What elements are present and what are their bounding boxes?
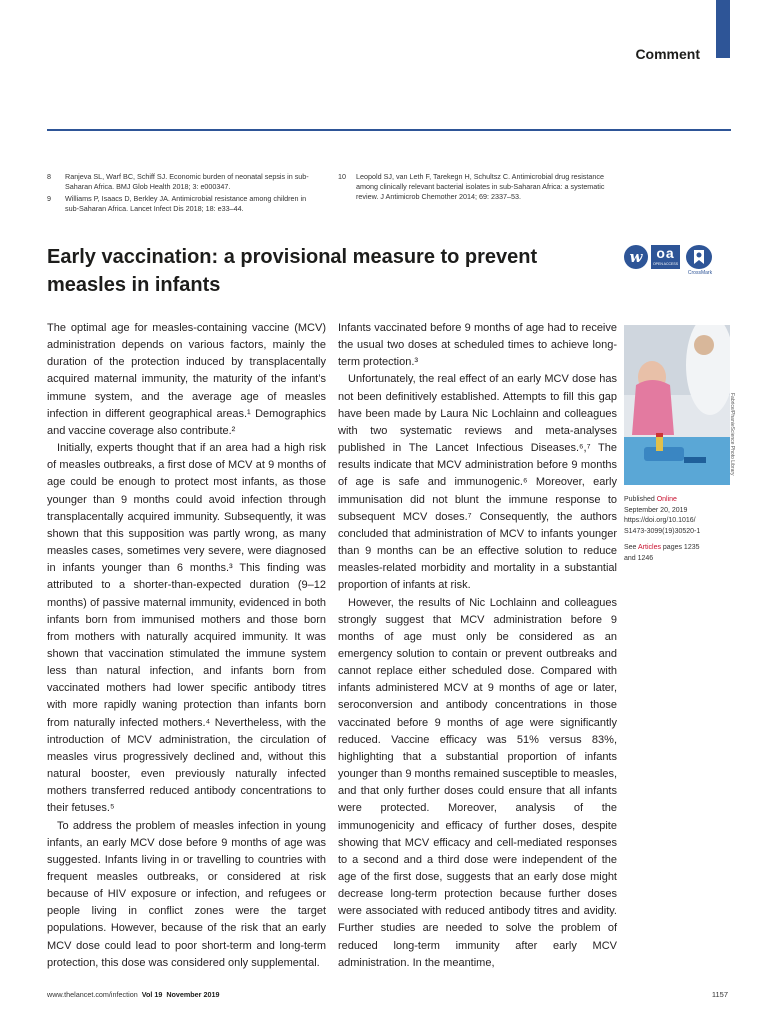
reference-item <box>47 172 322 192</box>
section-label: Comment <box>635 46 700 62</box>
footer-citation <box>47 990 219 999</box>
crossmark-label: CrossMark <box>687 270 713 276</box>
article-title: Early vaccination: a provisional measure to prevent measles in infants <box>47 246 538 296</box>
reference-text: Williams P, Isaacs D, Berkley JA. Antimicrobial resistance among children in sub-Saharan Africa. Lancet Infect Dis 2018; 18: e33–44. <box>65 194 307 214</box>
issue-date: November 2019 <box>166 990 220 999</box>
lancet-w-icon: w <box>624 245 648 269</box>
open-access-mark: oa <box>656 245 675 261</box>
body-paragraph: Unfortunately, the real effect of an early MCV dose has not been definitively established. Attempts to fill this gap have been made by Laura Nic Lochlainn and colleagues with two systematic reviews and meta-analyses published in The Lancet Infectious Diseases.⁶,⁷ The results indicate that MCV administration before 9 months of age is safe and immunogenic.⁶ Moreover, early immunisation did not blunt the immune response to subsequent MCV doses.⁷ Consequently, the authors concluded that administration of MCV to infants younger than 9 months can be an effective solution to reduce measles-related morbidity and mortality in a substantial proportion of infants at risk. <box>338 373 617 592</box>
published-online-link[interactable]: Online <box>656 496 677 503</box>
reference-number: 10 <box>338 172 346 181</box>
reference-item <box>338 172 620 203</box>
publication-info <box>624 495 734 537</box>
doi-line[interactable]: https://doi.org/10.1016/ <box>624 517 696 524</box>
body-paragraph: However, the results of Nic Lochlainn and colleagues strongly suggest that MCV administration before 9 months of age must only be considered as an emergency solution to contain or prevent outbreaks and cannot replace either scheduled dose. Compared with infants administered MCV at 9 months of age or later, seroconversion and antibody concentrations in those vaccinated before 9 months of age were significantly reduced. Vaccine efficacy was 51% versus 83%, highlighting that a substantial proportion of infants younger than 9 months remained susceptible to measles, and that only further doses could ensure that all infants were protected. Moreover, analysis of the immunogenicity and efficacy of further doses, despite showing that MCV efficacy and cell-mediated responses to a second and a third dose were independent of the age of the first dose, suggests that an early dose might decrease long-term protection because further doses were associated with reduced antibody titres and avidity. Further studies are needed to solve the problem of reduced long-term immunity after early MCV administration. In the meantime, <box>338 596 617 969</box>
crossmark-icon[interactable] <box>686 245 712 269</box>
page-number: 1157 <box>711 990 728 999</box>
reference-item <box>47 194 322 214</box>
header-accent-tab <box>716 0 730 58</box>
body-paragraph: The optimal age for measles-containing vaccine (MCV) administration depends on various factors, mainly the duration of the protection induced by transplacentally acquired maternal immunity, the maturity of the infant’s immune system, and the average age of measles infection in different geographical areas.¹ Demographics and vaccine coverage also contribute.² <box>47 322 326 437</box>
header-rule <box>47 129 731 131</box>
doi-line[interactable]: S1473-3099(19)30520-1 <box>624 527 701 535</box>
journal-url[interactable]: www.thelancet.com/infection <box>47 990 138 999</box>
see-also <box>624 543 734 564</box>
body-column-right <box>338 320 617 972</box>
see-also-pages: and 1246 <box>624 554 654 562</box>
body-paragraph: Initially, experts thought that if an area had a high risk of measles outbreaks, a first dose of MCV at 9 months of age could be enough to protect most infants, as those younger than 9 months could avoid infection through transplacentally acquired immunity. Subsequently, it was shown that this supposition was partly wrong, as many measles cases, sometimes very severe, were diagnosed in infants younger than 6 months.³ This finding was attributed to a shorter-than-expected duration (9–12 months) of passive maternal immunity, evidenced in both infants born from immunised mothers and those born from mothers with naturally acquired immunity. It was shown that vaccination stimulated the immune system less than natural infection, and infants born from vaccinated mothers had lower specific antibody titres with more rapidly waning protection than infants born from naturally infected mothers.⁴ Nevertheless, with the introduction of MCV administration, the circulation of measles virus progressively declined and, without this natural booster, even previously naturally infected mothers transferred reduced antibody concentrations to their fetuses.⁵ <box>47 442 326 815</box>
volume: Vol 19 <box>141 990 163 999</box>
reference-number: 8 <box>47 172 51 181</box>
body-paragraph: To address the problem of measles infection in young infants, an early MCV dose before 9 months of age was suggested. Infants living in or travelling to countries with frequent measles outbreaks, or considered at risk because of HIV exposure or infection, and refugees or people living in conflict zones were the target populations. However, because of the risk that an early MCV dose could lead to poor short-term and long-term protection, this dose was considered only supplemental. <box>47 819 326 969</box>
articles-link[interactable]: Articles <box>638 544 661 551</box>
body-column-left <box>47 320 326 972</box>
side-photo <box>624 325 730 485</box>
reference-text: Ranjeva SL, Warf BC, Schiff SJ. Economic burden of neonatal sepsis in sub-Saharan Africa. BMJ Glob Health 2018; 3: e000347. <box>65 172 309 192</box>
reference-number: 9 <box>47 194 51 203</box>
see-also-line: See Articles pages 1235 <box>624 544 700 551</box>
body-paragraph: Infants vaccinated before 9 months of age had to receive the usual two doses at scheduled times to achieve long-term protection.³ <box>338 322 617 369</box>
reference-text: Leopold SJ, van Leth F, Tarekegn H, Schultsz C. Antimicrobial drug resistance among clinically relevant bacterial isolates in sub-Saharan Africa: a systematic review. J Antimicrob Chemother 2014; 69: 2337–53. <box>356 172 605 202</box>
open-access-icon <box>651 245 680 269</box>
published-line: Published Online <box>624 496 677 503</box>
open-access-text: OPEN ACCESS <box>652 262 679 266</box>
published-date: September 20, 2019 <box>624 506 688 514</box>
photo-credit: Fabrice/PhanieScience Photo Library <box>729 393 735 476</box>
